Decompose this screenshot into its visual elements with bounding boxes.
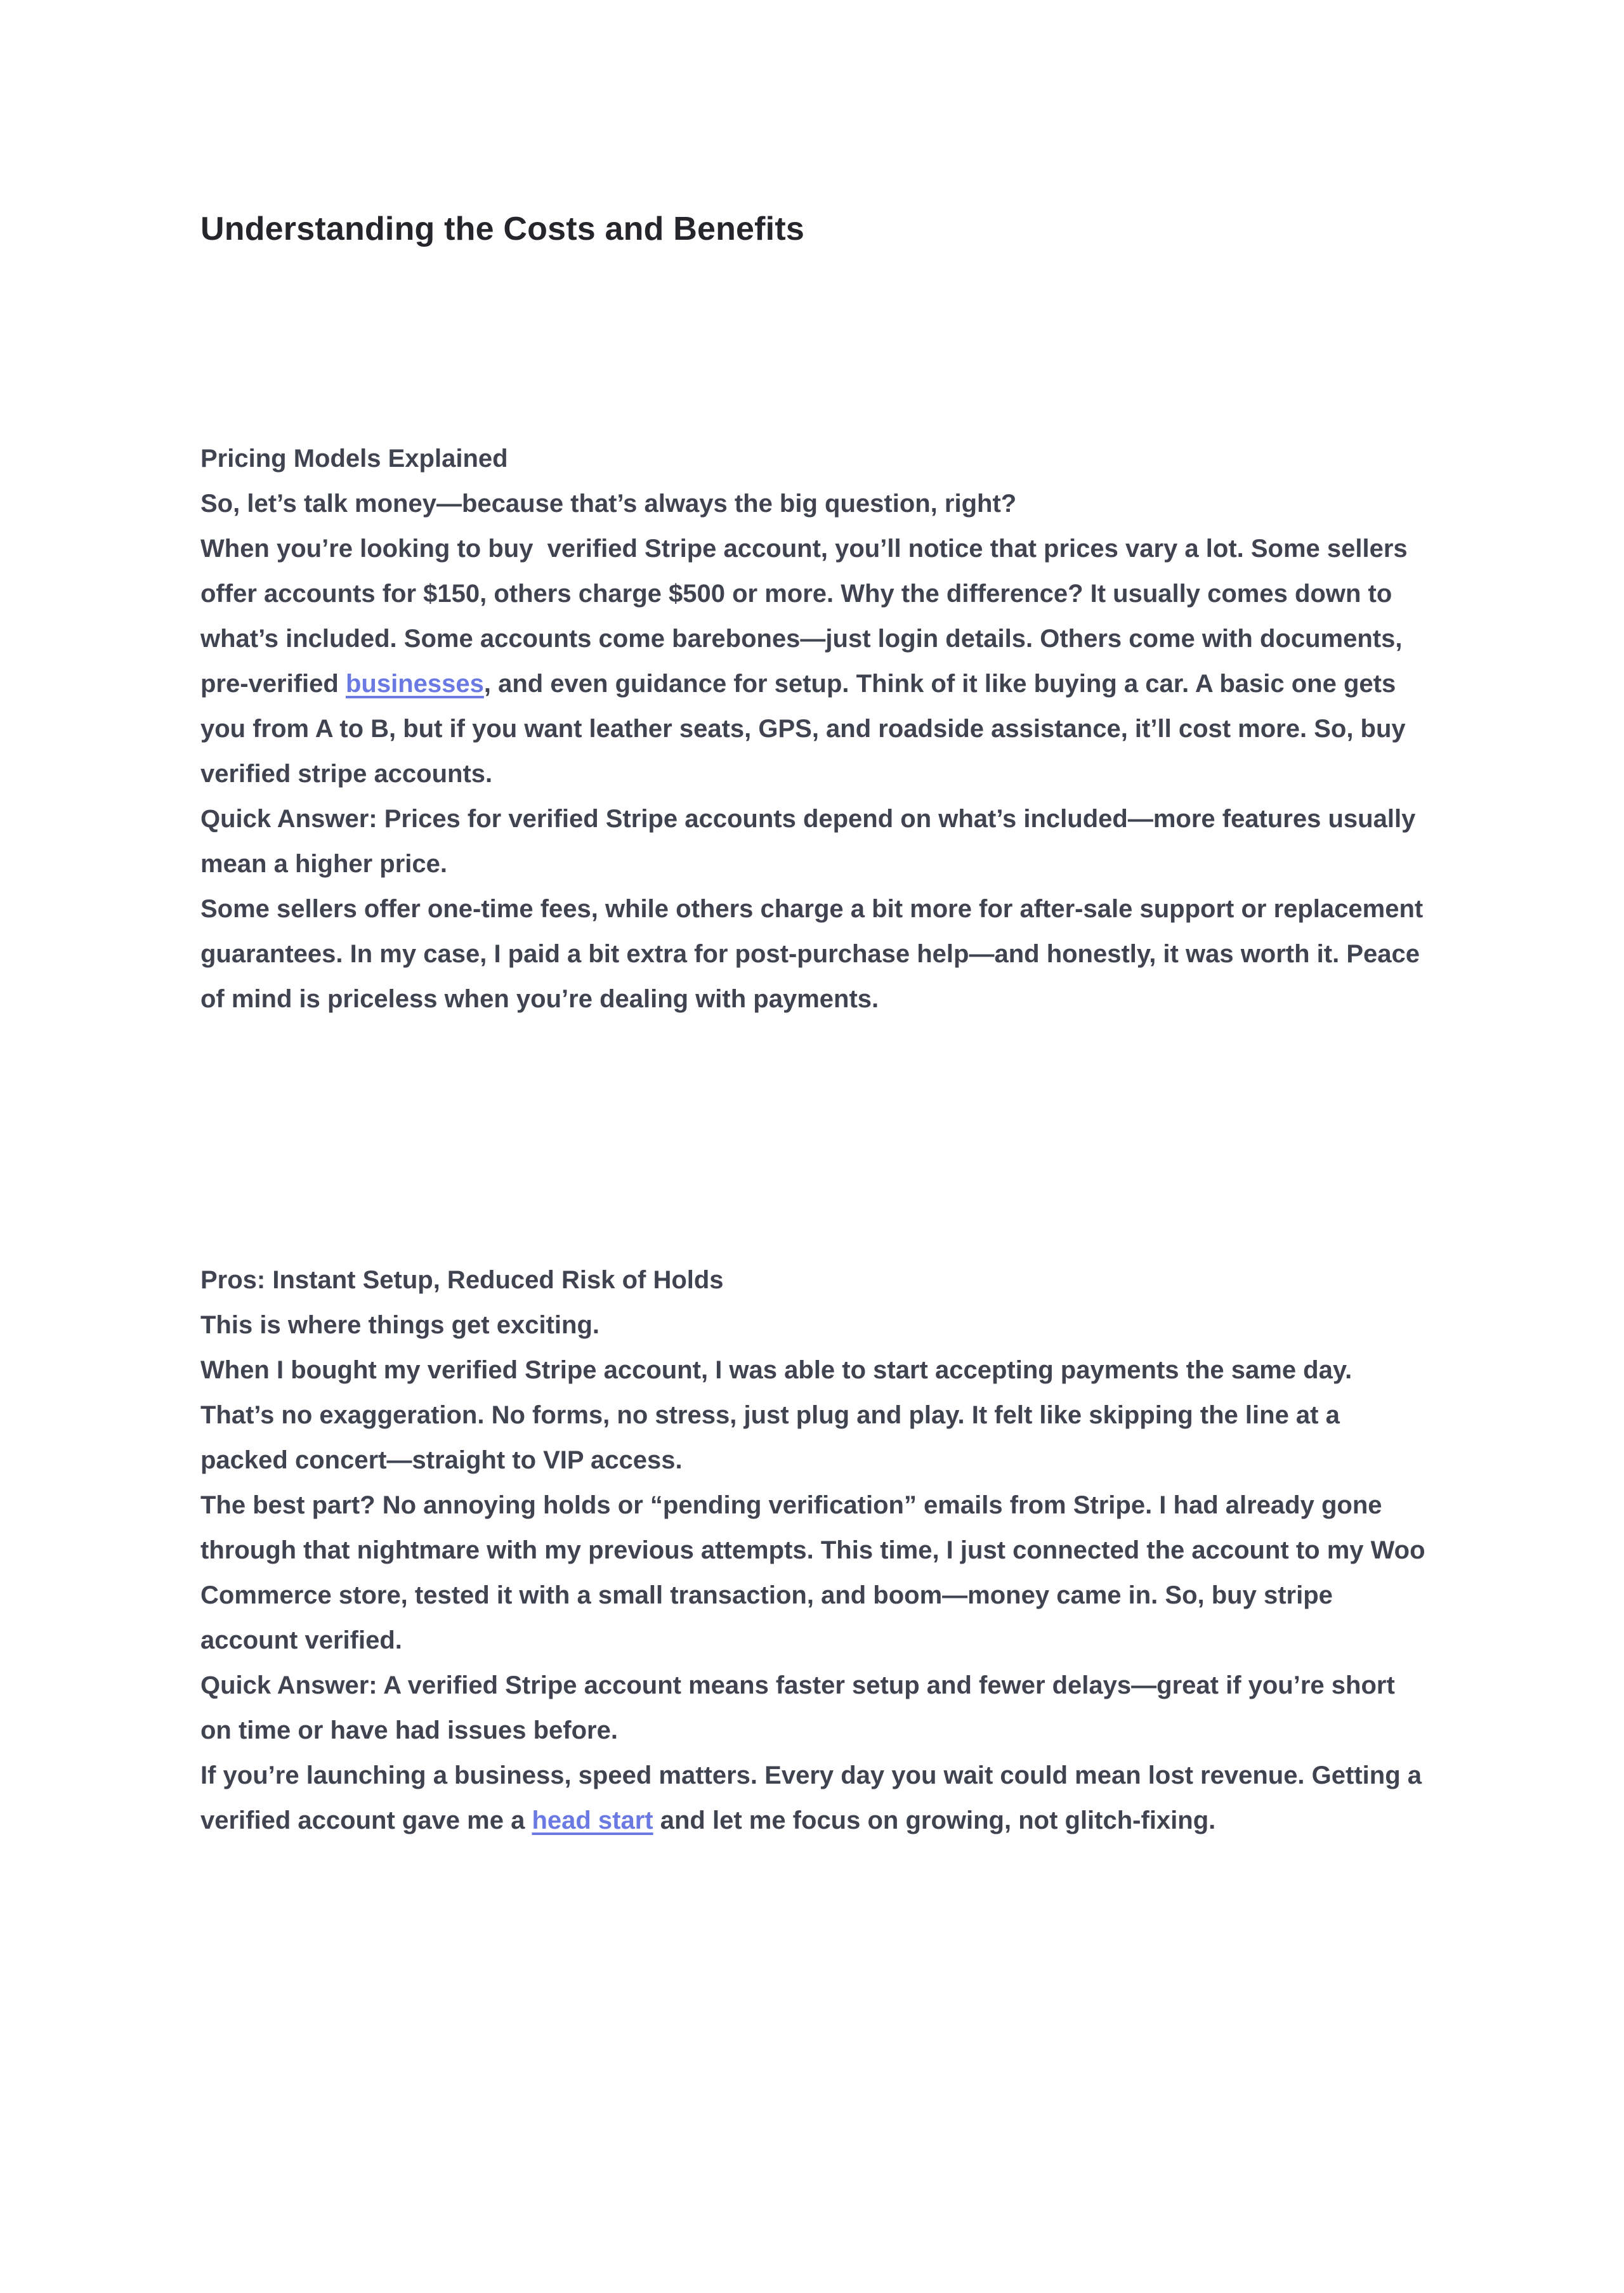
- text-run: Some sellers offer one-time fees, while others charge a bit more for after-sale support or replacement guarantees. In my case, I paid a bit extra for post-purchase help—and honestly, it was worth it. Peace of mind is priceless when you’re dealing with payments.: [200, 895, 1431, 1013]
- text-run: If you’re launching a business, speed matters. Every day you wait could mean lost revenue. Getting a verified account gave me a: [200, 1761, 1429, 1834]
- document-section: [200, 1258, 1432, 1843]
- paragraph: [200, 797, 1428, 887]
- text-run: , and even guidance for setup. Think of it like buying a car. A basic one gets you from A to B, but if you want leather seats, GPS, and roadside assistance, it’ll cost more. So, buy verified stripe accounts.: [200, 670, 1413, 788]
- paragraph: [200, 1303, 1428, 1348]
- text-run: Quick Answer: A verified Stripe account means faster setup and fewer delays—great if you’re short on time or have had issues before.: [200, 1671, 1402, 1744]
- inline-link[interactable]: businesses: [345, 670, 484, 698]
- paragraph: [200, 887, 1431, 1022]
- document-section: [200, 436, 1431, 1022]
- inline-link[interactable]: head start: [532, 1806, 653, 1834]
- section-heading: Pricing Models Explained: [200, 445, 508, 473]
- paragraph: [200, 1753, 1428, 1843]
- paragraph: [200, 481, 1428, 526]
- paragraph: [200, 1348, 1428, 1483]
- text-run: The best part? No annoying holds or “pending verification” emails from Stripe. I had already gone through that nightmare with my previous attempts. This time, I just connected the account to my Woo Commerce store, tested it with a small transaction, and boom—money came in. So, buy stripe account verified.: [200, 1491, 1432, 1654]
- text-run: and let me focus on growing, not glitch-fixing.: [653, 1806, 1216, 1834]
- text-run: When I bought my verified Stripe account, I was able to start accepting payments the same day. That’s no exaggeration. No forms, no stress, just plug and play. It felt like skipping the line at a packed concert—straight to VIP access.: [200, 1356, 1359, 1474]
- text-run: So, let’s talk money—because that’s always the big question, right?: [200, 490, 1017, 518]
- text-run: When you’re looking to buy verified Stripe account, you’ll notice that prices vary a lot. Some sellers offer accounts for $150, others charge $500 or more. Why the difference? It usually comes down to what’s included. Some accounts come barebones—just login details. Others come with documents, pre-verified: [200, 535, 1415, 698]
- section-heading: Pros: Instant Setup, Reduced Risk of Holds: [200, 1266, 724, 1294]
- paragraph: [200, 1663, 1428, 1753]
- paragraph: [200, 1483, 1432, 1663]
- paragraph: [200, 526, 1428, 797]
- document-body: [200, 436, 1432, 1843]
- document-title: Understanding the Costs and Benefits: [200, 211, 804, 247]
- text-run: This is where things get exciting.: [200, 1311, 600, 1339]
- text-run: Quick Answer: Prices for verified Stripe accounts depend on what’s included—more features usually mean a higher price.: [200, 805, 1423, 878]
